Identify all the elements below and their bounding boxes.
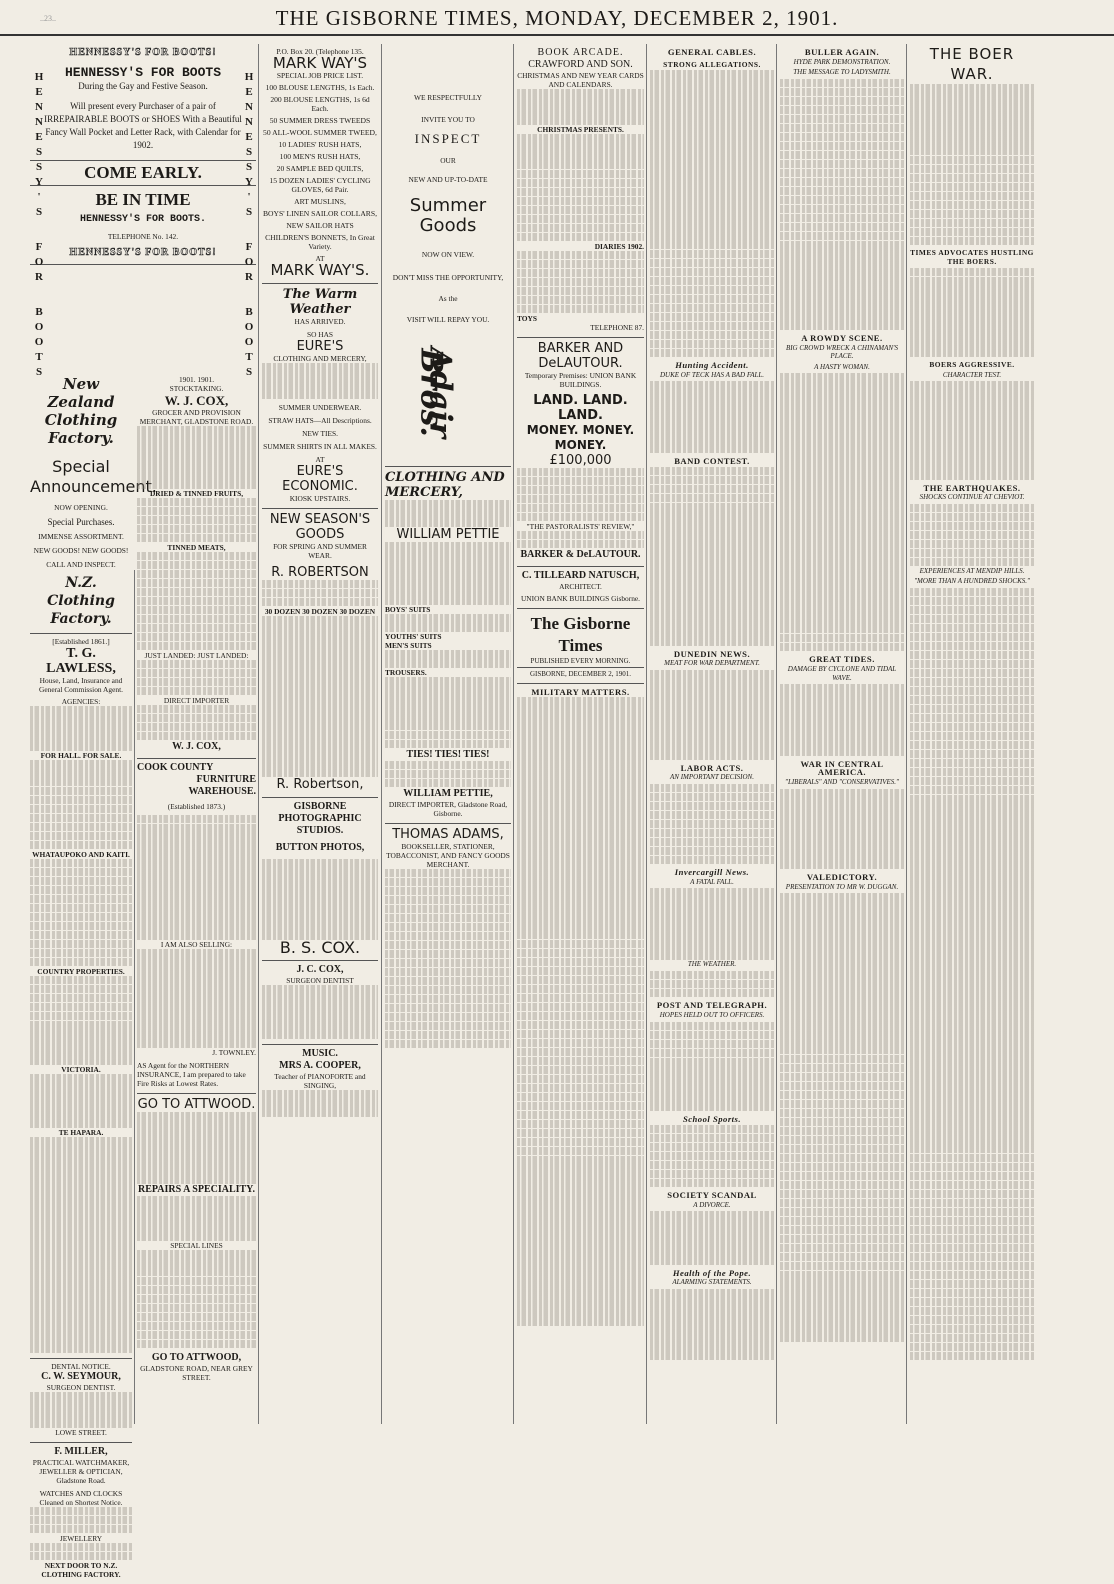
column-5 (517, 44, 644, 1424)
nz-title: New Zealand Clothing Factory. (44, 375, 118, 447)
pettie-text-3 (385, 614, 511, 632)
visit-repay: VISIT WILL REPAY YOU. (406, 315, 490, 324)
also-selling: I AM ALSO SELLING: (160, 940, 233, 950)
society-scandal: SOCIETY SCANDAL (667, 1190, 757, 1201)
lawless-sub: House, Land, Insurance and General Commission Agent. (39, 676, 123, 694)
townley: J. TOWNLEY. (212, 1048, 256, 1058)
book-text-2 (517, 134, 644, 241)
summer-goods: Summer Goods (409, 195, 487, 236)
pastoralists: "THE PASTORALISTS' REVIEW," (526, 521, 635, 531)
bs-cox: B. S. COX. (279, 938, 361, 958)
country-text (30, 976, 132, 1065)
hennessy-line1: During the Gay and Festive Season. (78, 81, 208, 91)
cooper-sub: Teacher of PIANOFORTE and SINGING, (274, 1071, 366, 1090)
boer-text-3 (910, 381, 1034, 479)
markway-item: NEW SAILOR HATS (286, 221, 354, 230)
the-weather: THE WEATHER. (687, 960, 737, 969)
rowdy-scene: A ROWDY SCENE. (801, 332, 883, 343)
seymour-sub: SURGEON DENTIST. (46, 1382, 116, 1392)
hopes-held: HOPES HELD OUT TO OFFICERS. (659, 1010, 765, 1019)
attwood-text-3 (137, 1250, 256, 1348)
repairs-speciality: REPAIRS A SPECIALITY. (138, 1184, 255, 1195)
boys-suits: BOYS' SUITS (385, 605, 431, 615)
dried-fruits: DRIED & TINNED FRUITS, (149, 488, 244, 498)
labor-text (650, 784, 774, 864)
sale-text (30, 760, 132, 849)
cox-text-1 (137, 426, 256, 489)
liberals-conservatives: "LIBERALS" AND "CONSERVATIVES." (785, 777, 899, 786)
agencies-text (30, 706, 132, 751)
society-text (650, 1211, 774, 1265)
toys: TOYS (517, 313, 537, 323)
attwood-ad (137, 1094, 256, 1387)
cook-county: COOK COUNTY (137, 761, 214, 773)
meat-war: MEAT FOR WAR DEPARTMENT. (664, 659, 760, 668)
whataupoko: WHATAUPOKO AND KAITI. (32, 849, 130, 859)
cox-ad (137, 372, 256, 759)
clothing-mercery: CLOTHING AND MERCERY, (385, 470, 505, 501)
boers-aggressive: BOERS AGGRESSIVE. (929, 359, 1015, 369)
attwood-title-2: GO TO ATTWOOD, (151, 1352, 242, 1364)
hennessy-ad (30, 44, 256, 265)
dunedin-text (650, 670, 774, 759)
cables-text-1 (650, 70, 774, 357)
direct-importer: DIRECT IMPORTER (163, 695, 230, 705)
new-goods: NEW GOODS! NEW GOODS! (33, 546, 129, 555)
adams-text (385, 869, 511, 1048)
robertson-text-1 (262, 580, 378, 607)
pettie-text-5 (385, 677, 511, 748)
season-sub: FOR SPRING AND SUMMER WEAR. (273, 541, 367, 560)
lawless-name: T. G. LAWLESS, (46, 646, 116, 676)
barker-text (517, 468, 644, 522)
cox-text-2 (137, 498, 256, 543)
markway-ad (262, 44, 378, 284)
telephone-87: TELEPHONE 87. (590, 322, 644, 332)
pettie-sub: DIRECT IMPORTER, Gladstone Road, Gisborne. (388, 799, 508, 818)
summer-underwear: SUMMER UNDERWEAR. (278, 402, 362, 412)
big-crowd: BIG CROWD WRECK A CHINAMAN'S PLACE. (785, 343, 899, 361)
markway-item: 20 SAMPLE BED QUILTS, (276, 164, 364, 173)
earthquakes: THE EARTHQUAKES. (923, 482, 1021, 493)
attwood-text-1 (137, 1112, 256, 1183)
trousers: TROUSERS. (385, 667, 427, 677)
natusch-ad (517, 567, 644, 609)
markway-item: 15 DOZEN LADIES' CYCLING GLOVES, 6d Pair. (269, 176, 371, 194)
inspect: INSPECT (414, 131, 482, 146)
general-cables: GENERAL CABLES. (667, 47, 757, 57)
buller-again: BULLER AGAIN. (804, 47, 880, 57)
pettie-text-1 (385, 500, 511, 527)
war-central-america: WAR IN CENTRAL AMERICA. (800, 758, 884, 778)
book-text-3 (517, 251, 644, 314)
immense-assortment: IMMENSE ASSORTMENT. (38, 532, 124, 541)
architect: ARCHITECT. (559, 581, 602, 591)
hyde-park: HYDE PARK DEMONSTRATION. (793, 57, 891, 66)
warm-weather: The Warm Weather (282, 287, 358, 317)
markway-item: 50 SUMMER DRESS TWEEDS (269, 116, 371, 125)
special-lines: SPECIAL LINES (170, 1240, 223, 1250)
column-3 (262, 44, 378, 1424)
special-announcement: Special Announcement. (30, 457, 157, 496)
band-text (650, 467, 774, 646)
shocks-cheviot: SHOCKS CONTINUE AT CHEVIOT. (919, 493, 1025, 502)
barker-title-2: BARKER & DeLAUTOUR. (520, 548, 641, 560)
attwood-title: GO TO ATTWOOD. (137, 1097, 256, 1113)
call-inspect: CALL AND INSPECT. (46, 560, 116, 569)
school-text (650, 1125, 774, 1188)
book-arcade: BOOK ARCADE. (537, 47, 624, 58)
miller-sub: PRACTICAL WATCHMAKER, JEWELLER & OPTICIAN, Gladstone Road. (32, 1457, 130, 1485)
column-7 (780, 44, 904, 1424)
music-text (262, 1090, 378, 1117)
eure-at: AT (315, 454, 325, 464)
hennessy-banner-bottom: HENNESSY'S FOR BOOTS! (69, 247, 217, 258)
barker-title: BARKER AND DeLAUTOUR. (537, 340, 624, 371)
markway-item: 100 MEN'S RUSH HATS, (279, 152, 361, 161)
jewellery: JEWELLERY (59, 1533, 103, 1543)
lawless-est: [Established 1861.] (52, 637, 110, 646)
markway-at: AT (315, 254, 325, 263)
land: LAND. LAND. LAND. (533, 392, 628, 423)
cox-text-4 (137, 660, 256, 696)
cards-calendars: CHRISTMAS AND NEW YEAR CARDS AND CALENDARS. (517, 71, 644, 89)
music-title: MUSIC. (302, 1047, 338, 1059)
eure-text-1 (262, 363, 378, 399)
invercargill-news: Invercargill News. (674, 867, 750, 878)
victoria: VICTORIA. (61, 1065, 101, 1075)
lowe-street: LOWE STREET. (55, 1427, 107, 1437)
pettie-ad (385, 467, 511, 824)
markway-items (262, 83, 378, 251)
william-pettie: WILLIAM PETTIE (396, 527, 500, 543)
hennessy-side-letters-right: H E N N E S S Y ' S F O R B O O T S (244, 71, 254, 378)
book-text-1 (517, 89, 644, 125)
cook-text-2 (137, 949, 256, 1047)
attwood-text-2 (137, 1196, 256, 1241)
tides-text (780, 684, 904, 755)
markway-item: BOYS' LINEN SAILOR COLLARS, (262, 209, 377, 218)
whataupoko-text (30, 859, 132, 966)
markway-item: 50 ALL-WOOL SUMMER TWEED, (263, 128, 377, 137)
dental-ad (30, 1359, 132, 1443)
lawless-agencies: AGENCIES: (61, 697, 101, 706)
just-landed: JUST LANDED: JUST LANDED: (144, 650, 249, 660)
diaries: DIARIES 1902. (594, 241, 644, 251)
war-text (780, 789, 904, 869)
pettie-text-2 (385, 542, 511, 605)
summer-shirts: SUMMER SHIRTS IN ALL MAKES. (263, 441, 377, 451)
important-decision: AN IMPORTANT DECISION. (670, 773, 754, 782)
eure-title: EURE'S (296, 339, 344, 354)
be-in-time: BE IN TIME (95, 190, 191, 209)
so-has: SO HAS (306, 330, 334, 339)
dental-text (30, 1392, 132, 1428)
robertson-text-2 (262, 616, 378, 777)
jc-cox: J. C. COX, (296, 964, 344, 976)
youths-suits: YOUTHS' SUITS (385, 632, 442, 641)
crawford: CRAWFORD AND SON. (528, 59, 633, 70)
dental-notice: DENTAL NOTICE. (51, 1361, 111, 1371)
hennessy-headline: HENNESSY'S FOR BOOTS (64, 65, 222, 80)
cook-est: (Established 1873.) (167, 801, 226, 811)
cook-text-1 (137, 815, 256, 940)
military-text (517, 697, 644, 1326)
column-2 (137, 372, 256, 1424)
duke-of-teck: DUKE OF TECK HAS A BAD FALL. (659, 370, 765, 379)
amount: £100,000 (549, 452, 612, 468)
published: PUBLISHED EVERY MORNING. (530, 656, 631, 665)
po-box: P.O. Box 20. (Telephone 135. (276, 47, 364, 56)
robertson-title-2: R. Robertson, (276, 777, 364, 793)
masthead-date: GISBORNE, DECEMBER 2, 1901. (517, 667, 644, 679)
hunting-text (650, 381, 774, 452)
valedictory-text (780, 893, 904, 1342)
hunting-accident: Hunting Accident. (675, 360, 749, 371)
band-contest: BAND CONTEST. (674, 455, 750, 466)
military-matters: MILITARY MATTERS. (531, 686, 630, 697)
country-properties: COUNTRY PROPERTIES. (37, 966, 125, 976)
miller-name: F. MILLER, (54, 1445, 108, 1457)
mendip-hills: EXPERIENCES AT MENDIP HILLS. (919, 566, 1025, 575)
strong-allegations: STRONG ALLEGATIONS. (663, 59, 761, 69)
alarming: ALARMING STATEMENTS. (672, 1278, 752, 1287)
quake-text-2 (910, 588, 1034, 1360)
seymour-name: C. W. SEYMOUR, (41, 1370, 121, 1382)
hapara-text (30, 1137, 132, 1352)
union-buildings: UNION BANK BUILDINGS Gisborne. (520, 593, 641, 603)
surgeon-dentist: SURGEON DENTIST (286, 976, 354, 986)
pettie-text-4 (385, 650, 511, 668)
markway-item: 100 BLOUSE LENGTHS, 1s Each. (265, 83, 375, 92)
cox-years: 1901. 1901. (178, 375, 215, 384)
northern-insurance: AS Agent for the NORTHERN INSURANCE, I am prepared to take Fire Risks at Lowest Rates. (137, 1061, 246, 1089)
cox-text-3 (137, 552, 256, 650)
cox-sub: GROCER AND PROVISION MERCHANT, GLADSTONE ROAD. (139, 408, 254, 426)
photo-ad (262, 798, 378, 961)
markway-item: ART MUSLINS, (294, 197, 346, 206)
markway-item: CHILDREN'S BONNETS, In Great Variety. (265, 233, 375, 251)
adair-rotated-logo: Adair Bros. (414, 347, 458, 439)
mens-suits: MEN'S SUITS (385, 641, 432, 650)
boer-war: THE BOER WAR. (929, 45, 1015, 83)
lawless-sale: FOR HALL. FOR SALE. (40, 750, 122, 760)
hennessy-banner: HENNESSY'S FOR BOOTS! (69, 47, 217, 58)
eure-ad (262, 284, 378, 509)
dont-miss: DON'T MISS THE OPPORTUNITY, (392, 273, 504, 282)
special-purchases: Special Purchases. (47, 517, 115, 527)
button-photos: BUTTON PHOTOS, (275, 842, 365, 854)
kiosk-upstairs: KIOSK UPSTAIRS. (289, 493, 351, 503)
te-hapara: TE HAPARA. (58, 1128, 104, 1138)
column-rule (381, 44, 382, 1424)
gisborne-times: The Gisborne Times (530, 613, 631, 655)
markway-title: MARK WAY'S (272, 54, 368, 72)
column-rule (258, 44, 259, 1424)
hundred-shocks: "MORE THAN A HUNDRED SHOCKS." (914, 577, 1030, 586)
post-text (650, 1022, 774, 1111)
barker-ad (517, 338, 644, 567)
labor-acts: LABOR ACTS. (680, 762, 744, 773)
come-early: COME EARLY. (30, 160, 256, 186)
character-test: CHARACTER TEST. (942, 370, 1002, 379)
book-arcade-ad (517, 44, 644, 338)
thomas-adams: THOMAS ADAMS, (392, 826, 504, 842)
great-tides: GREAT TIDES. (809, 654, 875, 665)
pettie-text-6 (385, 761, 511, 788)
weather-text (650, 971, 774, 998)
cox-text-5 (137, 705, 256, 741)
cox-name: W. J. COX, (164, 393, 229, 408)
has-arrived: HAS ARRIVED. (294, 317, 346, 326)
hasty-woman: A HASTY WOMAN. (814, 362, 870, 371)
masthead (0, 0, 1114, 36)
nz-clothing-column (30, 372, 157, 1579)
eure-economic: EURE'S ECONOMIC. (282, 463, 358, 494)
straw-hats: STRAW HATS—All Descriptions. (268, 415, 372, 425)
photo-studios: GISBORNE PHOTOGRAPHIC STUDIOS. (278, 801, 362, 837)
adams-sub: BOOKSELLER, STATIONER, TOBACCONIST, AND FANCY GOODS MERCHANT. (386, 841, 510, 869)
column-8 (910, 44, 1034, 1424)
photo-text (262, 859, 378, 939)
adams-ad (385, 824, 511, 1054)
times-hustling: TIMES ADVOCATES HUSTLING THE BOERS. (910, 248, 1034, 266)
watches-clocks: WATCHES AND CLOCKS Cleaned on Shortest Notice. (39, 1488, 123, 1507)
paper-masthead (517, 609, 644, 684)
ties: TIES! TIES! TIES! (406, 748, 490, 760)
divorce: A DIVORCE. (693, 1200, 731, 1209)
new-season: NEW SEASON'S GOODS (269, 511, 371, 542)
hennessy-body: Will present every Purchaser of a pair of IRREPAIRABLE BOOTS or SHOES With a Beautiful Fancy Wall Pocket and Letter Rack, with Calendar for 1902. (44, 101, 242, 150)
special-job: SPECIAL JOB PRICE LIST. (276, 71, 364, 80)
hennessy-again: HENNESSY'S FOR BOOTS. (79, 214, 207, 225)
our: OUR (440, 156, 456, 165)
christmas-presents: CHRISTMAS PRESENTS. (537, 124, 624, 134)
invercargill-text (650, 888, 774, 959)
quake-text-1 (910, 504, 1034, 567)
column-rule (776, 44, 777, 1424)
column-rule (513, 44, 514, 1424)
markway-title-2: MARK WAY'S. (270, 261, 370, 279)
health-pope: Health of the Pope. (672, 1267, 752, 1278)
new-up-to-date: NEW AND UP-TO-DATE (408, 175, 488, 184)
nz-again: N.Z. Clothing Factory. (47, 575, 115, 627)
fatal-fall: A FATAL FALL. (690, 877, 734, 886)
respectfully: WE RESPECTFULLY INVITE YOU TO (413, 93, 483, 124)
as-the: As the (438, 294, 458, 303)
dunedin-news: DUNEDIN NEWS. (673, 648, 751, 659)
dentist-text (262, 985, 378, 1039)
cox-name-again: W. J. COX, (172, 740, 221, 752)
victoria-text (30, 1074, 132, 1128)
furniture-warehouse: FURNITURE WAREHOUSE. (188, 773, 256, 797)
next-door: NEXT DOOR TO N.Z. CLOTHING FACTORY. (41, 1560, 121, 1579)
valedictory: VALEDICTORY. (806, 871, 878, 882)
column-4 (385, 44, 511, 1424)
rowdy-text (780, 373, 904, 651)
cook-county-ad (137, 759, 256, 1095)
column-6 (650, 44, 774, 1424)
invite-ad (385, 44, 511, 467)
pope-text (650, 1289, 774, 1360)
cyclone: DAMAGE BY CYCLONE AND TIDAL WAVE. (787, 665, 897, 682)
thirty-dozen: 30 DOZEN 30 DOZEN 30 DOZEN (264, 606, 376, 616)
money: MONEY. MONEY. MONEY. (526, 422, 635, 452)
nz-clothing-ad (30, 372, 157, 634)
now-opening: NOW OPENING. (54, 503, 108, 512)
barker-text-2 (517, 531, 644, 549)
buller-text (780, 79, 904, 330)
hennessy-side-letters: H E N N E S S Y ' S F O R B O O T S (34, 71, 44, 378)
presentation: PRESENTATION TO MR W. DUGGAN. (785, 882, 899, 891)
dentist-ad (262, 961, 378, 1045)
page-title: THE GISBORNE TIMES, MONDAY, DECEMBER 2, 1901. (275, 6, 839, 30)
music-ad (262, 1045, 378, 1122)
school-sports: School Sports. (682, 1114, 742, 1125)
watches-text (30, 1507, 132, 1534)
ladysmith: THE MESSAGE TO LADYSMITH. (793, 68, 891, 77)
cooper-name: MRS A. COOPER, (279, 1059, 361, 1071)
eure-sub: CLOTHING AND MERCERY, (273, 354, 367, 363)
column-rule (906, 44, 907, 1424)
lawless-ad (30, 634, 132, 1359)
corner-mark: ..23.. (40, 14, 56, 23)
new-ties: NEW TIES. (302, 428, 338, 438)
now-on-view: NOW ON VIEW. (421, 250, 475, 259)
boer-text-1 (910, 84, 1034, 245)
cox-stocktaking: STOCKTAKING. (169, 384, 224, 393)
jewellery-text (30, 1543, 132, 1561)
robertson-title: R. ROBERTSON (271, 564, 369, 580)
robertson-ad (262, 509, 378, 799)
boer-text-2 (910, 268, 1034, 357)
markway-item: 10 LADIES' RUSH HATS, (278, 140, 362, 149)
hennessy-telephone: TELEPHONE No. 142. (107, 232, 179, 241)
pettie-name: WILLIAM PETTIE, (403, 787, 493, 799)
post-telegraph: POST AND TELEGRAPH. (656, 1000, 768, 1011)
natusch: C. TILLEARD NATUSCH, (521, 569, 640, 581)
attwood-address: GLADSTONE ROAD, NEAR GREY STREET. (140, 1364, 253, 1383)
tinned-meats: TINNED MEATS, (167, 542, 226, 552)
column-rule (646, 44, 647, 1424)
markway-item: 200 BLOUSE LENGTHS, 1s 6d Each. (270, 95, 370, 113)
miller-ad (30, 1443, 132, 1584)
temporary-premises: Temporary Premises: UNION BANK BUILDINGS. (524, 370, 637, 389)
